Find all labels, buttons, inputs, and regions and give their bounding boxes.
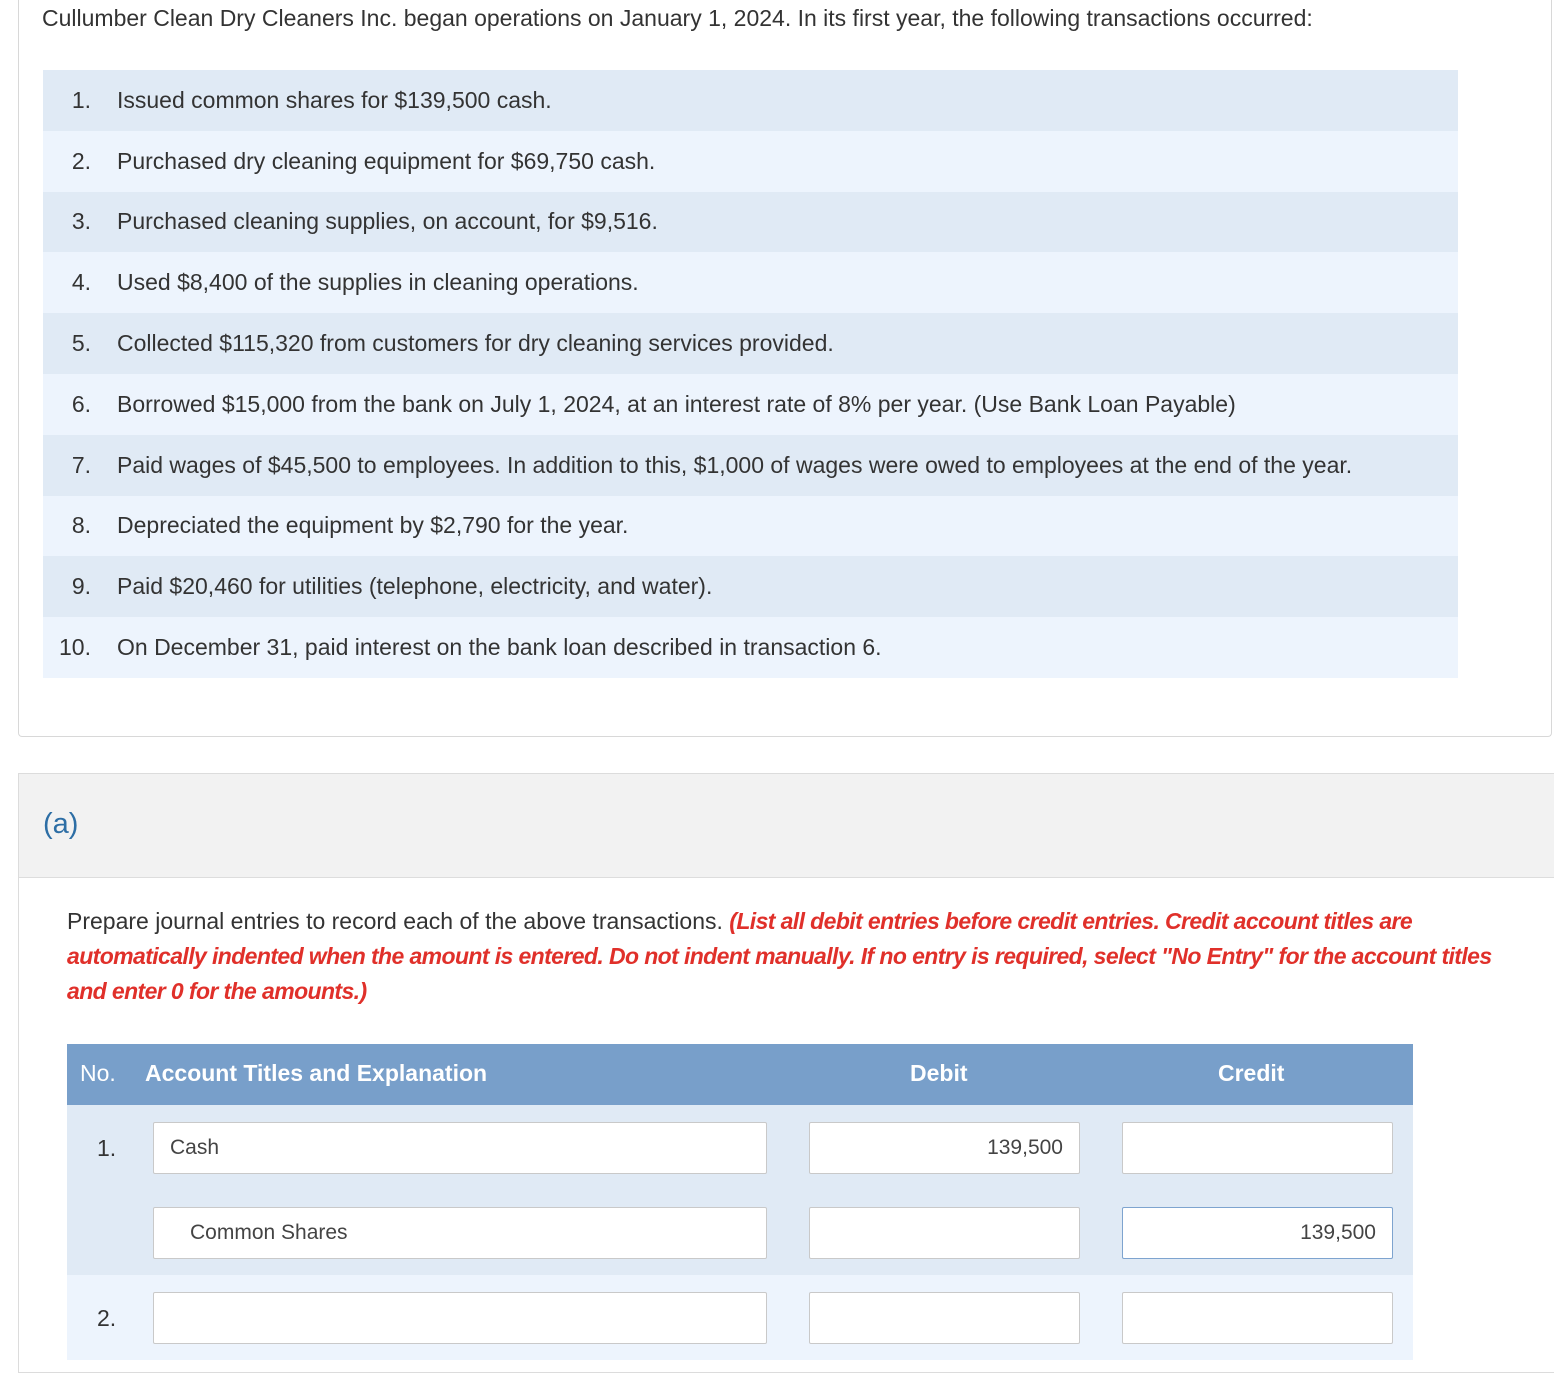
debit-input[interactable] — [809, 1207, 1080, 1259]
debit-input[interactable] — [809, 1292, 1080, 1344]
transaction-number: 10. — [59, 634, 91, 661]
transaction-text: Used $8,400 of the supplies in cleaning operations. — [117, 269, 639, 296]
transaction-text: Paid $20,460 for utilities (telephone, electricity, and water). — [117, 573, 713, 600]
list-item — [43, 617, 1458, 678]
header-debit: Debit — [910, 1060, 968, 1086]
problem-intro: Cullumber Clean Dry Cleaners Inc. began operations on January 1, 2024. In its first year, the following transactions occurred: — [42, 5, 1313, 31]
transaction-number: 9. — [71, 573, 91, 600]
transaction-number: 4. — [71, 269, 91, 296]
header-credit: Credit — [1218, 1060, 1285, 1086]
transaction-text: Paid wages of $45,500 to employees. In addition to this, $1,000 of wages were owed to employees at the end of the year. — [117, 451, 1353, 478]
credit-input[interactable] — [1122, 1207, 1393, 1259]
journal-header-row — [67, 1044, 1413, 1105]
instruction-warning: (List all debit entries before credit entries. Credit account titles are automatically indented when the amount is entered. Do not indent manually. If no entry is required, select "No Entry" for the account titles and enter 0 for the amounts.) — [67, 908, 1492, 1004]
transaction-list — [43, 70, 1458, 678]
transaction-text: Collected $115,320 from customers for dry cleaning services provided. — [117, 330, 834, 357]
transaction-number: 8. — [71, 512, 91, 539]
header-account-titles: Account Titles and Explanation — [145, 1060, 488, 1086]
list-item — [43, 313, 1458, 374]
transaction-text: Purchased dry cleaning equipment for $69,750 cash. — [117, 147, 656, 174]
list-item — [43, 131, 1458, 192]
transaction-text: Issued common shares for $139,500 cash. — [117, 86, 552, 113]
transaction-number: 2. — [71, 147, 91, 174]
instruction-text: Prepare journal entries to record each of the above transactions. — [67, 908, 730, 934]
journal-entry-table — [67, 1044, 1413, 1360]
debit-input[interactable] — [809, 1122, 1080, 1174]
transaction-text: Depreciated the equipment by $2,790 for the year. — [117, 512, 629, 539]
credit-input[interactable] — [1122, 1292, 1393, 1344]
transaction-text: On December 31, paid interest on the bank loan described in transaction 6. — [117, 634, 882, 661]
transaction-number: 6. — [71, 390, 91, 417]
list-item — [43, 435, 1458, 496]
transaction-number: 5. — [71, 330, 91, 357]
table-row — [67, 1105, 1413, 1190]
transaction-number: 3. — [71, 208, 91, 235]
list-item — [43, 496, 1458, 557]
table-row — [67, 1275, 1413, 1360]
account-title-input[interactable] — [153, 1207, 767, 1259]
transaction-text: Purchased cleaning supplies, on account, for $9,516. — [117, 208, 658, 235]
list-item — [43, 252, 1458, 313]
account-title-input[interactable] — [153, 1122, 767, 1174]
entry-number: 1. — [97, 1135, 117, 1161]
part-a-label: (a) — [43, 808, 79, 840]
entry-number: 2. — [97, 1305, 117, 1331]
part-a-header — [19, 774, 1554, 878]
list-item — [43, 556, 1458, 617]
transaction-number: 1. — [71, 86, 91, 113]
list-item — [43, 70, 1458, 131]
list-item — [43, 192, 1458, 253]
credit-input[interactable] — [1122, 1122, 1393, 1174]
part-a-instructions — [67, 904, 1507, 1009]
transaction-text: Borrowed $15,000 from the bank on July 1, 2024, at an interest rate of 8% per year. (Use Bank Loan Payable) — [117, 390, 1236, 417]
table-row — [67, 1190, 1413, 1275]
list-item — [43, 374, 1458, 435]
transaction-number: 7. — [71, 451, 91, 478]
header-no: No. — [80, 1060, 116, 1086]
account-title-input[interactable] — [153, 1292, 767, 1344]
